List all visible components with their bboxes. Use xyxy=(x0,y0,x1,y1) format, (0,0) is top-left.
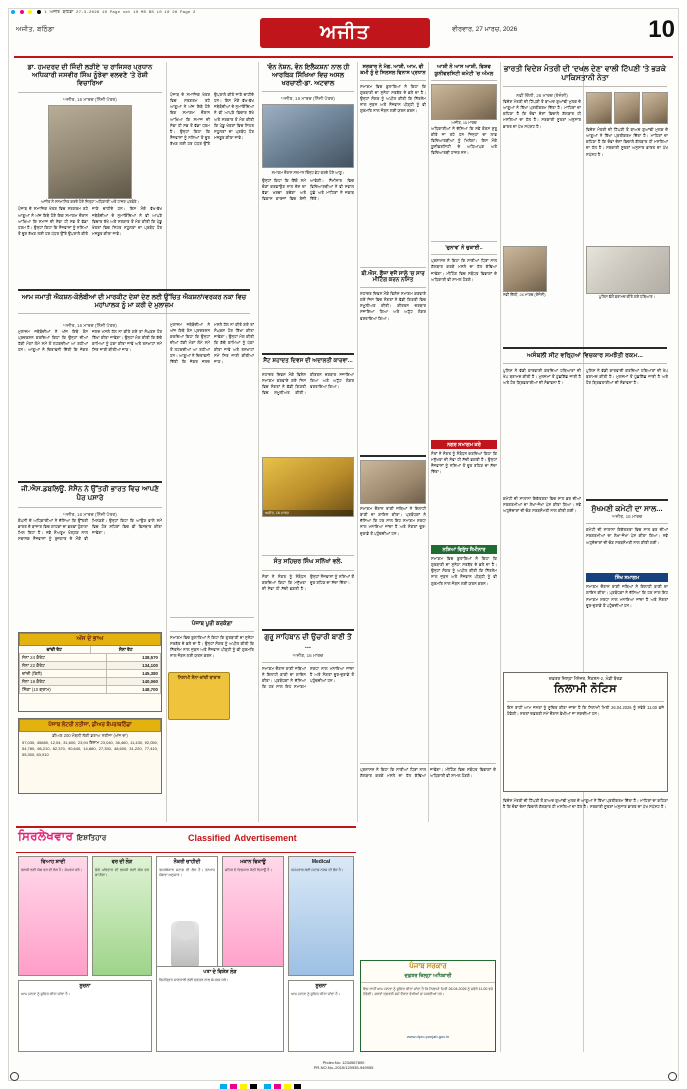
classified-word: Classified xyxy=(188,833,231,843)
article-body: ਕਮੇਟੀ ਦੀ ਸਾਲਾਨਾ ਇਕੱਤਰਤਾ ਵਿਚ ਸਾਲ ਭਰ ਦੀਆਂ ਸਰਗਰਮੀਆਂ ਦਾ ਲੇਖਾ-ਜੋਖਾ ਪੇਸ਼ ਕੀਤਾ ਗਿਆ। ਨਵੇਂ ਅਹੁਦੇਦਾਰਾਂ ਦੀ ਚੋਣ ਸਰਬਸੰਮਤੀ ਨਾਲ ਕੀਤੀ ਗਈ। xyxy=(503,496,581,514)
article-headline: 'ਵੰਨ ਨੇਸ਼ਨ, ਵੰਨ ਇਲੈਕਸ਼ਨ' ਨਾਲ ਹੀ ਆਰਥਿਕ ਸਿੱਖਿਆ ਵਿਚ ਅਸਲ ਖਰਚਾਈ-ਡਾ. ਅਟਵਾਲ xyxy=(266,64,350,87)
issue-date: ਵੀਰਵਾਰ, 27 ਮਾਰਚ, 2026 xyxy=(452,26,518,33)
table-row xyxy=(20,662,161,670)
article-body: ਸਮਾਗਮ ਦੌਰਾਨ ਰਾਗੀ ਜਥਿਆਂ ਨੇ ਇਲਾਹੀ ਬਾਣੀ ਦਾ ਗਾਇਨ ਕੀਤਾ। ਪ੍ਰਬੰਧਕਾਂ ਨੇ ਦੱਸਿਆ ਕਿ ਹਰ ਸਾਲ ਇਹ ਸਮਾਗਮ ਸ਼ਰਧਾ ਨਾਲ ਮਨਾਇਆ ਜਾਂਦਾ ਹੈ ਅਤੇ ਸੰਗਤਾਂ ਦੂਰ-ਦੁਰਾਡੇ ਤੋਂ ਪਹੁੰਚਦੀਆਂ ਹਨ। xyxy=(360,506,426,536)
article-body: ਵਿਦੇਸ਼ ਮੰਤਰੀ ਦੀ ਟਿੱਪਣੀ ਤੋਂ ਬਾਅਦ ਗੁਆਂਢੀ ਮੁਲਕ ਦੇ ਆਗੂਆਂ ਨੇ ਤਿੱਖਾ ਪ੍ਰਤੀਕਰਮ ਦਿੱਤਾ ਹੈ। ਮਾਹਿਰਾਂ ਦਾ ਕਹਿਣਾ ਹੈ ਕਿ ਦੋਵਾਂ ਦੇਸ਼ਾਂ ਵਿਚਾਲੇ ਗੱਲਬਾਤ ਹੀ ਮਸਲਿਆਂ ਦਾ ਹੱਲ ਹੈ। ਸਰਕਾਰੀ ਸੂਤਰਾਂ ਅਨੁਸਾਰ ਭਾਰਤ ਦਾ ਪੱਖ ਸਪੱਸ਼ਟ ਹੈ। xyxy=(503,798,668,810)
article-body: ਪੁਲਿਸ ਨੇ ਵੱਡੀ ਕਾਰਵਾਈ ਕਰਦਿਆਂ ਹਥਿਆਰਾਂ ਦੀ ਖੇਪ ਬਰਾਮਦ ਕੀਤੀ ਹੈ। ਮੁਲਜ਼ਮਾਂ ਤੋਂ ਪੁੱਛਗਿੱਛ ਜਾਰੀ ਹੈ ਅਤੇ ਹੋਰ ਗ੍ਰਿਫ਼ਤਾਰੀਆਂ ਦੀ ਸੰਭਾਵਨਾ ਹੈ। xyxy=(503,368,581,386)
ad-title: ਮਕਾਨ ਵਿਕਾਊ xyxy=(240,859,266,865)
printbar-text: 1 ਅਜੀਤ ਬਠਿੰਡਾ 27-3-2026 10 Page set 10 MS BS L0 10 26 Page 2 xyxy=(44,11,196,16)
divider xyxy=(18,481,162,483)
weapons-photo xyxy=(586,246,670,294)
classified-ad-tile[interactable] xyxy=(18,980,152,1052)
classified-ad-tile[interactable] xyxy=(156,856,218,976)
rate-label: ਸੋਨਾ 24 ਕੈਰੇਟ xyxy=(20,654,107,662)
ad-text: ਹਸਪਤਾਲ ਲਈ ਸਟਾਫ਼ ਨਰਸ ਦੀ ਲੋੜ ਹੈ। xyxy=(291,868,344,872)
article-byline: ਅਜੀਤ, 16 ਮਾਰਚ (ਨਿੱਜੀ ਪੱਤਰ) xyxy=(63,323,117,328)
article-byline: ਅਜੀਤ, 16 ਮਾਰਚ (ਨਿੱਜੀ ਪੱਤਰ) xyxy=(63,96,117,102)
divider xyxy=(262,91,354,92)
rates-left-head: ਚਾਂਦੀ ਰੇਟ xyxy=(19,646,91,653)
ad-title: ਵਿਆਹ ਸ਼ਾਦੀ xyxy=(40,859,66,865)
divider xyxy=(262,662,354,663)
rate-label: ਸੋਨਾ 18 ਕੈਰੇਟ xyxy=(20,678,107,686)
divider xyxy=(262,368,354,369)
article-byline: ਅਜੀਤ, 16 ਮਾਰਚ (ਨਿੱਜੀ ਪੱਤਰ) xyxy=(281,96,335,101)
notice-title: ਨਿਲਾਮੀ ਨੋਟਿਸ xyxy=(554,683,617,695)
ad-text: ਸ਼ਹਿਰ ਦੇ ਵਿਚਕਾਰ ਕੋਠੀ ਵਿਕਾਊ ਹੈ। xyxy=(225,868,272,872)
notice-body: ਇਸ ਰਾਹੀਂ ਆਮ ਜਨਤਾ ਨੂੰ ਸੂਚਿਤ ਕੀਤਾ ਜਾਂਦਾ ਹੈ ਕਿ ਨਿਲਾਮੀ ਮਿਤੀ 26.04.2026 ਨੂੰ ਸਵੇਰੇ 11.00 ਵਜੇ ਹੋਵੇਗੀ। ਸ਼ਰਤਾਂ ਦਫ਼ਤਰੀ ਸਮੇਂ ਦੌਰਾਨ ਵੇਖੀਆਂ ਜਾ ਸਕਦੀਆਂ ਹਨ। xyxy=(507,705,664,717)
rates-table xyxy=(19,653,161,694)
divider xyxy=(18,313,250,314)
classified-ad-tile[interactable] xyxy=(18,856,88,976)
page-footer xyxy=(16,1060,671,1071)
classified-logo-sub: ਇਸ਼ਤਿਹਾਰ xyxy=(76,835,107,842)
article-headline: ਆਸ਼ੀ ਨੇ ਆਸ ਆਸ਼ੀ, ਵਿਸ਼ਵ ਯੂਨੀਵਰਸਿਟੀ ਕਮੇਟੀ 'ਚ ਅੰਮਲ xyxy=(434,64,494,77)
article-body: ਕੰਪਨੀ ਦੇ ਅਧਿਕਾਰੀਆਂ ਨੇ ਦੱਸਿਆ ਕਿ ਉੱਤਰੀ ਭਾਰਤ ਦੇ ਬਾਜ਼ਾਰ ਵਿਚ ਗਾਹਕਾਂ ਦਾ ਭਰਵਾਂ ਹੁੰਗਾਰਾ ਮਿਲ ਰਿਹਾ ਹੈ। ਨਵੇਂ ਸ਼ੋਅਰੂਮ ਖੋਲ੍ਹਣ ਨਾਲ ਸਥਾਨਕ ਨੌਜਵਾਨਾਂ ਨੂੰ ਰੁਜ਼ਗਾਰ ਦੇ ਮੌਕੇ ਵੀ ਮਿਲਣਗੇ। ਉਨ੍ਹਾਂ ਕਿਹਾ ਕਿ ਆਉਣ ਵਾਲੇ ਸਮੇਂ ਵਿਚ ਹੋਰ ਸ਼ਹਿਰਾਂ ਵਿਚ ਵੀ ਵਿਸਥਾਰ ਕੀਤਾ ਜਾਵੇਗਾ। xyxy=(18,517,162,541)
table-row xyxy=(20,686,161,694)
rates-title: ਅੱਜ ਦੇ ਭਾਅ xyxy=(19,633,161,646)
article-body: ਪੁਲਿਸ ਨੇ ਵੱਡੀ ਕਾਰਵਾਈ ਕਰਦਿਆਂ ਹਥਿਆਰਾਂ ਦੀ ਖੇਪ ਬਰਾਮਦ ਕੀਤੀ ਹੈ। ਮੁਲਜ਼ਮਾਂ ਤੋਂ ਪੁੱਛਗਿੱਛ ਜਾਰੀ ਹੈ ਅਤੇ ਹੋਰ ਗ੍ਰਿਫ਼ਤਾਰੀਆਂ ਦੀ ਸੰਭਾਵਨਾ ਹੈ। xyxy=(586,368,668,386)
ad-text: ਚੰਗੇ ਪਰਿਵਾਰ ਦੀ ਲੜਕੀ ਲਈ ਯੋਗ ਵਰ ਚਾਹੀਦਾ। xyxy=(95,868,149,877)
article-photo xyxy=(431,84,497,120)
government-advertisement xyxy=(360,960,496,1052)
sub-headline: ਪੰਜਾਬ ਪੂਰੀ ਕਰਕੇਗਾ xyxy=(191,621,233,627)
divider xyxy=(360,267,426,268)
divider xyxy=(431,80,497,81)
divider xyxy=(586,499,668,501)
divider xyxy=(18,289,250,291)
section-tag: ਸਿੱਖ ਸਮਾਗਮ xyxy=(586,573,668,582)
masthead-rule xyxy=(14,56,673,58)
table-row xyxy=(20,678,161,686)
ad-text: ਲੜਕੀ ਲਈ ਯੋਗ ਵਰ ਦੀ ਲੋੜ ਹੈ। ਸੰਪਰਕ ਕਰੋ। xyxy=(21,868,83,872)
rate-value: 138,570 xyxy=(107,654,161,662)
footer-line-2: PR-NO.No.-2019/120935-949955 xyxy=(313,1065,374,1071)
article-body: ਸ਼ਹਾਦਤ ਦਿਵਸ ਮੌਕੇ ਵਿਸ਼ੇਸ਼ ਸਮਾਗਮ ਕਰਵਾਏ ਗਏ ਜਿਸ ਵਿਚ ਸੰਗਤਾਂ ਨੇ ਵੱਡੀ ਗਿਣਤੀ ਵਿਚ ਸ਼ਮੂਲੀਅਤ ਕੀਤੀ। ਕੀਰਤਨ ਦਰਬਾਰ ਸਜਾਇਆ ਗਿਆ ਅਤੇ ਅਟੁੱਟ ਲੰਗਰ ਵਰਤਾਇਆ ਗਿਆ। xyxy=(360,291,426,321)
article-headline: ਸੁੱਖਮਣੀ ਕਮੇਟੀ ਦਾ ਸਾਲ... xyxy=(591,504,663,513)
ad-illustration xyxy=(171,921,199,969)
article-photo xyxy=(360,460,426,504)
photo-caption: ਨਵੀਂ ਦਿੱਲੀ, 26 ਮਾਰਚ (ਏਜੰਸੀ) xyxy=(503,293,546,297)
divider xyxy=(262,570,354,571)
divider xyxy=(431,241,497,242)
divider xyxy=(360,455,426,457)
column-separator xyxy=(166,62,167,822)
article-body: ਅਧਿਕਾਰੀਆਂ ਨੇ ਦੱਸਿਆ ਕਿ ਨਵੇਂ ਕੋਰਸ ਸ਼ੁਰੂ ਕੀਤੇ ਜਾ ਰਹੇ ਹਨ ਜਿਨ੍ਹਾਂ ਦਾ ਲਾਭ ਵਿਦਿਆਰਥੀਆਂ ਨੂੰ ਮਿਲੇਗਾ। ਇਸ ਮੌਕੇ ਯੂਨੀਵਰਸਿਟੀ ਦੇ ਅਧਿਆਪਕ ਅਤੇ ਵਿਦਿਆਰਥੀ ਹਾਜ਼ਰ ਸਨ। xyxy=(431,125,497,156)
classified-ad-tile[interactable] xyxy=(156,966,284,1052)
classified-ad-tile[interactable] xyxy=(288,980,354,1052)
classified-ad-tile[interactable] xyxy=(222,856,284,976)
govt-ad-sub: ਦਫ਼ਤਰ ਜ਼ਿਲ੍ਹਾ ਅਧਿਕਾਰੀ xyxy=(404,973,452,979)
edition-label: ਅਜੀਤ, ਬਠਿੰਡਾ xyxy=(16,26,55,33)
article-body: ਸੰਤਾਂ ਨੇ ਸੰਗਤ ਨੂੰ ਸੰਬੋਧਨ ਕਰਦਿਆਂ ਕਿਹਾ ਕਿ ਮਨੁੱਖਤਾ ਦੀ ਸੇਵਾ ਹੀ ਸੱਚੀ ਭਗਤੀ ਹੈ। ਉਨ੍ਹਾਂ ਨੌਜਵਾਨਾਂ ਨੂੰ ਨਸ਼ਿਆਂ ਤੋਂ ਦੂਰ ਰਹਿਣ ਦਾ ਸੱਦਾ ਦਿੱਤਾ। xyxy=(431,451,497,475)
divider xyxy=(170,617,254,618)
article-body: ਉਨ੍ਹਾਂ ਕਿਹਾ ਕਿ ਇੱਕੋ ਸਮੇਂ ਚੋਣਾਂ ਕਰਵਾਉਣ ਨਾਲ ਦੇਸ਼ ਦਾ ਵੱਡਾ ਖਰਚਾ ਬਚੇਗਾ ਅਤੇ ਵਿਕਾਸ ਕਾਰਜਾਂ ਵਿਚ ਤੇਜ਼ੀ ਆਵੇਗੀ। ਸੈਮੀਨਾਰ ਵਿਚ ਵਿਦਿਆਰਥੀਆਂ ਨੇ ਵੀ ਸਵਾਲ ਪੁੱਛੇ ਅਤੇ ਮਾਹਿਰਾਂ ਨੇ ਜਵਾਬ ਦਿੱਤੇ। xyxy=(262,177,354,202)
article-headline: ਭਾਰਤੀ ਵਿਦੇਸ਼ ਮੰਤਰੀ ਦੀ 'ਦਖਲ ਦੇਣ' ਵਾਲੀ ਟਿੱਪਣੀ 'ਤੇ ਭੜਕੇ ਪਾਕਿਸਤਾਨੀ ਨੇਤਾ xyxy=(503,64,667,83)
article-photo xyxy=(262,104,354,168)
rates-right-head: ਸੋਨਾ ਰੇਟ xyxy=(118,647,133,652)
color-registration-bar xyxy=(220,1078,460,1085)
rate-value: 140,060 xyxy=(107,678,161,686)
divider xyxy=(503,347,667,349)
divider xyxy=(507,701,664,702)
divider xyxy=(170,631,254,632)
divider xyxy=(503,363,667,364)
table-row xyxy=(20,670,161,678)
sub-headline: ਸਰਕਾਰ ਨੇ ਮੰਗ, ਆਸ਼ੀ, ਆਮ, ਵੀ ਕਮੀ ਨੂੰ ਦੇ ਸਿਲਸਲ ਵਿਨਾਸ ਪ੍ਰਧਾਨ xyxy=(360,64,426,77)
ad-text: ਆਮ ਜਨਤਾ ਨੂੰ ਸੂਚਿਤ ਕੀਤਾ ਜਾਂਦਾ ਹੈ। xyxy=(291,992,341,996)
article-body: ਸਮਾਗਮ ਵਿਚ ਬੁਲਾਰਿਆਂ ਨੇ ਕਿਹਾ ਕਿ ਗੁਰਬਾਣੀ ਦਾ ਸੁਨੇਹਾ ਸਰਬੱਤ ਦੇ ਭਲੇ ਦਾ ਹੈ। ਉਨ੍ਹਾਂ ਸੰਗਤ ਨੂੰ ਅਪੀਲ ਕੀਤੀ ਕਿ ਨਿੱਤਨੇਮ ਨਾਲ ਜੁੜਨ ਅਤੇ ਨੌਜਵਾਨ ਪੀੜ੍ਹੀ ਨੂੰ ਵੀ ਗੁਰਮਤਿ ਨਾਲ ਜੋੜਨ ਲਈ ਯਤਨ ਕਰਨ। xyxy=(431,556,497,586)
column-separator xyxy=(500,62,501,1052)
section-tag: ਨਸ਼ਿਆਂ ਵਿਰੁੱਧ ਸੈਮੀਨਾਰ xyxy=(431,545,497,554)
article-photo xyxy=(503,246,547,292)
photo-caption: ਅਜੀਤ ਨੇ ਸਨਮਾਨਿਤ ਕਰਦੇ ਹੋਏ ਜ਼ਿਲ੍ਹਾ ਅਧਿਕਾਰੀ ਅਤੇ ਹਾਜ਼ਰ ਪਤਵੰਤੇ। xyxy=(41,199,139,204)
article-body: ਪ੍ਰਸ਼ਾਸਨ ਨੇ ਕਿਹਾ ਕਿ ਸਾਰੀਆਂ ਧਿਰਾਂ ਨਾਲ ਗੱਲਬਾਤ ਕਰਕੇ ਮਸਲੇ ਦਾ ਹੱਲ ਕੱਢਿਆ ਜਾਵੇਗਾ। ਮੀਟਿੰਗ ਵਿਚ ਸਬੰਧਤ ਵਿਭਾਗਾਂ ਦੇ ਅਧਿਕਾਰੀ ਵੀ ਸ਼ਾਮਲ ਹੋਣਗੇ। xyxy=(360,767,496,779)
article-photo xyxy=(642,92,668,124)
rate-value: 148,700 xyxy=(107,686,161,694)
sub-headline: ਬੀ.ਐਸ. ਫੌਜਾ ਵਜੋਂ ਸਾਲੇ 'ਚ ਸਾਰ ਮੀਟਿੰਗ ਕਰਨ ਨਮਿੱਤ xyxy=(361,270,425,284)
ad-text: ਤਜਰਬੇਕਾਰ ਸਟਾਫ਼ ਦੀ ਲੋੜ ਹੈ। ਤਨਖਾਹ ਯੋਗਤਾ ਅਨੁਸਾਰ। xyxy=(159,868,215,877)
auction-notice-box xyxy=(503,672,668,792)
divider xyxy=(360,287,426,288)
article-byline: ਅਜੀਤ, 16 ਮਾਰਚ (ਨਿੱਜੀ ਪੱਤਰ) xyxy=(63,511,117,517)
article-body: ਵਿਦੇਸ਼ ਮੰਤਰੀ ਦੀ ਟਿੱਪਣੀ ਤੋਂ ਬਾਅਦ ਗੁਆਂਢੀ ਮੁਲਕ ਦੇ ਆਗੂਆਂ ਨੇ ਤਿੱਖਾ ਪ੍ਰਤੀਕਰਮ ਦਿੱਤਾ ਹੈ। ਮਾਹਿਰਾਂ ਦਾ ਕਹਿਣਾ ਹੈ ਕਿ ਦੋਵਾਂ ਦੇਸ਼ਾਂ ਵਿਚਾਲੇ ਗੱਲਬਾਤ ਹੀ ਮਸਲਿਆਂ ਦਾ ਹੱਲ ਹੈ। ਸਰਕਾਰੀ ਸੂਤਰਾਂ ਅਨੁਸਾਰ ਭਾਰਤ ਦਾ ਪੱਖ ਸਪੱਸ਼ਟ ਹੈ। xyxy=(503,99,581,129)
gold-rate-box xyxy=(18,632,162,712)
article-body: ਸਮਾਗਮ ਵਿਚ ਬੁਲਾਰਿਆਂ ਨੇ ਕਿਹਾ ਕਿ ਗੁਰਬਾਣੀ ਦਾ ਸੁਨੇਹਾ ਸਰਬੱਤ ਦੇ ਭਲੇ ਦਾ ਹੈ। ਉਨ੍ਹਾਂ ਸੰਗਤ ਨੂੰ ਅਪੀਲ ਕੀਤੀ ਕਿ ਨਿੱਤਨੇਮ ਨਾਲ ਜੁੜਨ ਅਤੇ ਨੌਜਵਾਨ ਪੀੜ੍ਹੀ ਨੂੰ ਵੀ ਗੁਰਮਤਿ ਨਾਲ ਜੋੜਨ ਲਈ ਯਤਨ ਕਰਨ। xyxy=(360,83,426,114)
ad-title: ਸੂਚਨਾ xyxy=(79,983,91,989)
article-body: ਵਿਦੇਸ਼ ਮੰਤਰੀ ਦੀ ਟਿੱਪਣੀ ਤੋਂ ਬਾਅਦ ਗੁਆਂਢੀ ਮੁਲਕ ਦੇ ਆਗੂਆਂ ਨੇ ਤਿੱਖਾ ਪ੍ਰਤੀਕਰਮ ਦਿੱਤਾ ਹੈ। ਮਾਹਿਰਾਂ ਦਾ ਕਹਿਣਾ ਹੈ ਕਿ ਦੋਵਾਂ ਦੇਸ਼ਾਂ ਵਿਚਾਲੇ ਗੱਲਬਾਤ ਹੀ ਮਸਲਿਆਂ ਦਾ ਹੱਲ ਹੈ। ਸਰਕਾਰੀ ਸੂਤਰਾਂ ਅਨੁਸਾਰ ਭਾਰਤ ਦਾ ਪੱਖ ਸਪੱਸ਼ਟ ਹੈ। xyxy=(586,127,668,157)
divider xyxy=(18,507,162,508)
article-byline: ਅਜੀਤ, 16 ਮਾਰਚ xyxy=(611,514,643,520)
rate-label: ਸਿੱਕਾ (10 ਗ੍ਰਾਮ) xyxy=(20,686,107,694)
article-headline: ਡਾ. ਹਮਦਰਦ ਦੀ ਜਿੰਦੀ ਲੜੀਏ 'ਚ ਰਾਜਿਸਰ ਪ੍ਰਧਾਨ ਅਧਿਕਾਰੀ ਜਸਵੀਰ ਸਿੰਘ ਨੂੰਝੇਵਾ ਵਲਵਣੇ 'ਤੇ ਰੋਸ਼ੀ ਵਿਚਾਰਿਆ xyxy=(27,64,153,88)
rate-label: ਸੋਨਾ 22 ਕੈਰੇਟ xyxy=(20,662,107,670)
classified-ad-tile[interactable] xyxy=(288,856,354,976)
divider xyxy=(586,523,668,524)
article-body: ਕਮੇਟੀ ਦੀ ਸਾਲਾਨਾ ਇਕੱਤਰਤਾ ਵਿਚ ਸਾਲ ਭਰ ਦੀਆਂ ਸਰਗਰਮੀਆਂ ਦਾ ਲੇਖਾ-ਜੋਖਾ ਪੇਸ਼ ਕੀਤਾ ਗਿਆ। ਨਵੇਂ ਅਹੁਦੇਦਾਰਾਂ ਦੀ ਚੋਣ ਸਰਬਸੰਮਤੀ ਨਾਲ ਕੀਤੀ ਗਈ। xyxy=(586,527,668,545)
ad-title: Medical xyxy=(311,859,331,865)
govt-ad-heading: ਪੰਜਾਬ ਸਰਕਾਰ xyxy=(409,963,447,970)
article-body-continued: ਪੰਜਾਬ ਦੇ ਸਮਾਜਿਕ ਖੇਤਰ ਵਿਚ ਸਰਗਰਮ ਰਹੇ ਆਗੂਆਂ ਨੇ ਅੱਜ ਇਥੇ ਹੋਏ ਇਕ ਸਮਾਗਮ ਦੌਰਾਨ ਆਖਿਆ ਕਿ ਸਮਾਜ ਦੀ ਸੇਵਾ ਹੀ ਸਭ ਤੋਂ ਵੱਡਾ ਧਰਮ ਹੈ। ਉਨ੍ਹਾਂ ਕਿਹਾ ਕਿ ਨੌਜਵਾਨਾਂ ਨੂੰ ਨਸ਼ਿਆਂ ਤੋਂ ਦੂਰ ਰੱਖਣ ਲਈ ਹਰ ਪੱਧਰ ਉੱਤੇ ਉਪਰਾਲੇ ਕੀਤੇ ਜਾਣੇ ਚਾਹੀਦੇ ਹਨ। ਇਸ ਮੌਕੇ ਵੱਖ-ਵੱਖ ਜਥੇਬੰਦੀਆਂ ਦੇ ਨੁਮਾਇੰਦਿਆਂ ਨੇ ਵੀ ਆਪਣੇ ਵਿਚਾਰ ਰੱਖੇ ਅਤੇ ਸਰਕਾਰ ਤੋਂ ਮੰਗ ਕੀਤੀ ਕਿ ਪੇਂਡੂ ਖੇਤਰਾਂ ਵਿਚ ਸਿਹਤ ਸਹੂਲਤਾਂ ਦਾ ਪ੍ਰਬੰਧ ਹੋਰ ਮਜ਼ਬੂਤ ਕੀਤਾ ਜਾਵੇ। xyxy=(170,92,254,147)
table-row xyxy=(20,654,161,662)
article-photo xyxy=(262,457,354,517)
notice-office: ਦਫ਼ਤਰ ਜ਼ਿਲ੍ਹਾ ਮੈਨੇਜਰ, ਸੈਕਸ਼ਨ-2, ਮੰਡੀ ਬੋਰਡ xyxy=(548,676,623,681)
article-body: ਸਮਾਗਮ ਦੌਰਾਨ ਰਾਗੀ ਜਥਿਆਂ ਨੇ ਇਲਾਹੀ ਬਾਣੀ ਦਾ ਗਾਇਨ ਕੀਤਾ। ਪ੍ਰਬੰਧਕਾਂ ਨੇ ਦੱਸਿਆ ਕਿ ਹਰ ਸਾਲ ਇਹ ਸਮਾਗਮ ਸ਼ਰਧਾ ਨਾਲ ਮਨਾਇਆ ਜਾਂਦਾ ਹੈ ਅਤੇ ਸੰਗਤਾਂ ਦੂਰ-ਦੁਰਾਡੇ ਤੋਂ ਪਹੁੰਚਦੀਆਂ ਹਨ। xyxy=(586,584,668,608)
lottery-subtitle: ਡੀਅਰ 200 ਮੰਥਲੀ ਲੱਕੀ ਡਰਾਅ ਨਤੀਜਾ (ਅੱਜ ਦਾ) xyxy=(52,733,128,738)
divider xyxy=(361,982,495,983)
govt-ad-body: ਇਸ ਰਾਹੀਂ ਆਮ ਜਨਤਾ ਨੂੰ ਸੂਚਿਤ ਕੀਤਾ ਜਾਂਦਾ ਹੈ ਕਿ ਨਿਲਾਮੀ ਮਿਤੀ 26.04.2026 ਨੂੰ ਸਵੇਰੇ 11.00 ਵਜੇ ਹੋਵੇਗੀ। ਸ਼ਰਤਾਂ ਦਫ਼ਤਰੀ ਸਮੇਂ ਦੌਰਾਨ ਵੇਖੀਆਂ ਜਾ ਸਕਦੀਆਂ ਹਨ। xyxy=(363,987,494,996)
lottery-numbers: 57,030, 45680, 12,04, 31,600, 23,94 ਇਨਾਮ 23,040, 36,460, 11,430, 92,050, 54,780, 66,210, 82,370, 90,640, 14,880, 27,330, 48,600, 31,220, 77,410, 55,300, 63,910 xyxy=(22,740,158,757)
column-separator xyxy=(258,62,259,822)
column-separator xyxy=(428,62,429,822)
ad-title: ਪਤਾ ਦੇ ਵਿਸ਼ੇਸ਼ ਲੋੜ xyxy=(203,969,237,975)
ad-title: ਵਰ ਦੀ ਲੋੜ xyxy=(111,859,133,865)
divider xyxy=(431,254,497,255)
article-body: ਸਮਾਗਮ ਦੌਰਾਨ ਰਾਗੀ ਜਥਿਆਂ ਨੇ ਇਲਾਹੀ ਬਾਣੀ ਦਾ ਗਾਇਨ ਕੀਤਾ। ਪ੍ਰਬੰਧਕਾਂ ਨੇ ਦੱਸਿਆ ਕਿ ਹਰ ਸਾਲ ਇਹ ਸਮਾਗਮ ਸ਼ਰਧਾ ਨਾਲ ਮਨਾਇਆ ਜਾਂਦਾ ਹੈ ਅਤੇ ਸੰਗਤਾਂ ਦੂਰ-ਦੁਰਾਡੇ ਤੋਂ ਪਹੁੰਚਦੀਆਂ ਹਨ। xyxy=(262,665,354,689)
masthead-logo: ਅਜੀਤ xyxy=(260,18,430,48)
lottery-box xyxy=(18,718,162,794)
footer-line-1: Phdev.No: 1234567890 xyxy=(322,1059,365,1065)
article-body: ਸਮਾਗਮ ਵਿਚ ਬੁਲਾਰਿਆਂ ਨੇ ਕਿਹਾ ਕਿ ਗੁਰਬਾਣੀ ਦਾ ਸੁਨੇਹਾ ਸਰਬੱਤ ਦੇ ਭਲੇ ਦਾ ਹੈ। ਉਨ੍ਹਾਂ ਸੰਗਤ ਨੂੰ ਅਪੀਲ ਕੀਤੀ ਕਿ ਨਿੱਤਨੇਮ ਨਾਲ ਜੁੜਨ ਅਤੇ ਨੌਜਵਾਨ ਪੀੜ੍ਹੀ ਨੂੰ ਵੀ ਗੁਰਮਤਿ ਨਾਲ ਜੋੜਨ ਲਈ ਯਤਨ ਕਰਨ। xyxy=(170,634,254,659)
divider xyxy=(503,86,667,87)
ad-title: ਸੂਚਨਾ xyxy=(315,983,327,989)
rate-value: 134,100 xyxy=(107,662,161,670)
divider xyxy=(360,80,426,81)
photo-caption: ਅਜੀਤ, 16 ਮਾਰਚ xyxy=(263,510,353,516)
divider xyxy=(360,763,496,764)
classified-logo-text: ਸਿਰਲੇਖਵਾਰ xyxy=(18,829,74,843)
lottery-title: ਪੰਜਾਬ ਲੋਟਰੀ ਨਤੀਜਾ, ਡੀਅਰ ਬੰਪਰ/ਬਠਿੰਡਾ xyxy=(19,719,161,732)
article-byline: ਨਵੀਂ ਦਿੱਲੀ, 26 ਮਾਰਚ (ਏਜੰਸੀ) xyxy=(516,93,568,98)
article-body: ਪੰਜਾਬ ਦੇ ਸਮਾਜਿਕ ਖੇਤਰ ਵਿਚ ਸਰਗਰਮ ਰਹੇ ਆਗੂਆਂ ਨੇ ਅੱਜ ਇਥੇ ਹੋਏ ਇਕ ਸਮਾਗਮ ਦੌਰਾਨ ਆਖਿਆ ਕਿ ਸਮਾਜ ਦੀ ਸੇਵਾ ਹੀ ਸਭ ਤੋਂ ਵੱਡਾ ਧਰਮ ਹੈ। ਉਨ੍ਹਾਂ ਕਿਹਾ ਕਿ ਨੌਜਵਾਨਾਂ ਨੂੰ ਨਸ਼ਿਆਂ ਤੋਂ ਦੂਰ ਰੱਖਣ ਲਈ ਹਰ ਪੱਧਰ ਉੱਤੇ ਉਪਰਾਲੇ ਕੀਤੇ ਜਾਣੇ ਚਾਹੀਦੇ ਹਨ। ਇਸ ਮੌਕੇ ਵੱਖ-ਵੱਖ ਜਥੇਬੰਦੀਆਂ ਦੇ ਨੁਮਾਇੰਦਿਆਂ ਨੇ ਵੀ ਆਪਣੇ ਵਿਚਾਰ ਰੱਖੇ ਅਤੇ ਸਰਕਾਰ ਤੋਂ ਮੰਗ ਕੀਤੀ ਕਿ ਪੇਂਡੂ ਖੇਤਰਾਂ ਵਿਚ ਸਿਹਤ ਸਹੂਲਤਾਂ ਦਾ ਪ੍ਰਬੰਧ ਹੋਰ ਮਜ਼ਬੂਤ ਕੀਤਾ ਜਾਵੇ। xyxy=(18,206,162,236)
article-headline: ਸੰਤ ਸਹਿਚਰ ਸਿੰਘ ਸਨਿੱਖਾਂ ਵਲੇ. xyxy=(273,559,343,565)
article-photo xyxy=(586,92,612,124)
govt-ad-website: www.dpro.punjab.gov.in xyxy=(406,1034,450,1039)
classified-logo xyxy=(18,829,106,844)
divider xyxy=(18,92,162,93)
crop-mark xyxy=(668,1072,677,1081)
article-headline: ਅਸੰਬਲੀ ਸੀਟ ਵਰ੍ਹਿਆਂ ਵਿਚਕਾਰ ਸਮਝੌਤੀ ਰਕਮ... xyxy=(527,352,643,359)
article-headline: ਆਮ ਜਮਾਤੀ ਐਕਸ਼ਨ-ਕੋਲੰਬੀਆਂ ਦੀ ਮਾਰਕੀਟ ਦੇਸ਼ਾਂ ਦੇਣ ਲਈ ਉੱਚਿਤ ਐਕਸ਼ਨਾਂ/ਵਰਕਰ ਨਕਾ ਵਿਚ ਮਹਾਂਪਾਲਕ ਨੂੰ ਮਾ ਕਰੀ ਦੇ ਮੁਲਾਜ਼ਮ xyxy=(21,294,247,309)
classified-ad-tile[interactable] xyxy=(92,856,152,976)
classified-word-small: Advertisement xyxy=(234,833,297,843)
section-tag: ਨਗਰ ਸਮਾਗਮ ਕਰੇ xyxy=(431,440,497,449)
article-body: ਪ੍ਰਸ਼ਾਸਨ ਨੇ ਕਿਹਾ ਕਿ ਸਾਰੀਆਂ ਧਿਰਾਂ ਨਾਲ ਗੱਲਬਾਤ ਕਰਕੇ ਮਸਲੇ ਦਾ ਹੱਲ ਕੱਢਿਆ ਜਾਵੇਗਾ। ਮੀਟਿੰਗ ਵਿਚ ਸਬੰਧਤ ਵਿਭਾਗਾਂ ਦੇ ਅਧਿਕਾਰੀ ਵੀ ਸ਼ਾਮਲ ਹੋਣਗੇ। xyxy=(431,258,497,282)
rate-value: 145,380 xyxy=(107,670,161,678)
photo-caption: ਪੁਲਿਸ ਵੱਲੋਂ ਬਰਾਮਦ ਕੀਤੇ ਗਏ ਹਥਿਆਰ। xyxy=(598,295,656,299)
article-headline: ਗੁਰੂ ਸਾਹਿਬਾਨ ਦੀ ਉਚਾਰੀ ਬਾਣੀ ਤੋਂ ... xyxy=(264,634,352,650)
sub-headline: 'ਚੁਨਾਵ' ਨੇ ਚੁਕਾਈ.. xyxy=(445,244,483,251)
article-byline: ਅਜੀਤ, 16 ਮਾਰਚ xyxy=(292,652,324,658)
column-separator xyxy=(357,62,358,822)
article-body: ਸ਼ਹਾਦਤ ਦਿਵਸ ਮੌਕੇ ਵਿਸ਼ੇਸ਼ ਸਮਾਗਮ ਕਰਵਾਏ ਗਏ ਜਿਸ ਵਿਚ ਸੰਗਤਾਂ ਨੇ ਵੱਡੀ ਗਿਣਤੀ ਵਿਚ ਸ਼ਮੂਲੀਅਤ ਕੀਤੀ। ਕੀਰਤਨ ਦਰਬਾਰ ਸਜਾਇਆ ਗਿਆ ਅਤੇ ਅਟੁੱਟ ਲੰਗਰ ਵਰਤਾਇਆ ਗਿਆ। xyxy=(262,371,354,396)
divider xyxy=(262,555,354,556)
classified-title xyxy=(188,829,297,844)
article-photo xyxy=(48,105,132,199)
ad-title: ਨੌਕਰੀ ਚਾਹੀਦੀ xyxy=(173,859,201,865)
article-body: ਮੁਲਾਜ਼ਮ ਜਥੇਬੰਦੀਆਂ ਨੇ ਅੱਜ ਇਥੇ ਰੋਸ ਪ੍ਰਦਰਸ਼ਨ ਕਰਦਿਆਂ ਕਿਹਾ ਕਿ ਉਨ੍ਹਾਂ ਦੀਆਂ ਹੱਕੀ ਮੰਗਾਂ ਲੰਮੇ ਸਮੇਂ ਤੋਂ ਲਟਕਦੀਆਂ ਆ ਰਹੀਆਂ ਹਨ। ਆਗੂਆਂ ਨੇ ਚਿਤਾਵਨੀ ਦਿੱਤੀ ਕਿ ਜੇਕਰ ਜਲਦ ਮਸਲੇ ਹੱਲ ਨਾ ਕੀਤੇ ਗਏ ਤਾਂ ਸੰਘਰਸ਼ ਹੋਰ ਤਿੱਖਾ ਕੀਤਾ ਜਾਵੇਗਾ। ਉਨ੍ਹਾਂ ਮੰਗ ਕੀਤੀ ਕਿ ਕੱਚੇ ਕਾਮਿਆਂ ਨੂੰ ਪੱਕਾ ਕੀਤਾ ਜਾਵੇ ਅਤੇ ਤਨਖਾਹਾਂ ਸਮੇਂ ਸਿਰ ਜਾਰੀ ਕੀਤੀਆਂ ਜਾਣ। xyxy=(18,329,162,353)
divider xyxy=(262,353,354,355)
gold-promo-chip: ਨਿਲਾਮੀ ਸੋਨਾ-ਚਾਂਦੀ ਬਾਜ਼ਾਰ xyxy=(168,672,230,720)
ad-text: ਵਿਸਤ੍ਰਿਤ ਜਾਣਕਾਰੀ ਲਈ ਦਫ਼ਤਰ ਨਾਲ ਸੰਪਰਕ ਕਰੋ। xyxy=(159,978,229,982)
article-body-continued: ਮੁਲਾਜ਼ਮ ਜਥੇਬੰਦੀਆਂ ਨੇ ਅੱਜ ਇਥੇ ਰੋਸ ਪ੍ਰਦਰਸ਼ਨ ਕਰਦਿਆਂ ਕਿਹਾ ਕਿ ਉਨ੍ਹਾਂ ਦੀਆਂ ਹੱਕੀ ਮੰਗਾਂ ਲੰਮੇ ਸਮੇਂ ਤੋਂ ਲਟਕਦੀਆਂ ਆ ਰਹੀਆਂ ਹਨ। ਆਗੂਆਂ ਨੇ ਚਿਤਾਵਨੀ ਦਿੱਤੀ ਕਿ ਜੇਕਰ ਜਲਦ ਮਸਲੇ ਹੱਲ ਨਾ ਕੀਤੇ ਗਏ ਤਾਂ ਸੰਘਰਸ਼ ਹੋਰ ਤਿੱਖਾ ਕੀਤਾ ਜਾਵੇਗਾ। ਉਨ੍ਹਾਂ ਮੰਗ ਕੀਤੀ ਕਿ ਕੱਚੇ ਕਾਮਿਆਂ ਨੂੰ ਪੱਕਾ ਕੀਤਾ ਜਾਵੇ ਅਤੇ ਤਨਖਾਹਾਂ ਸਮੇਂ ਸਿਰ ਜਾਰੀ ਕੀਤੀਆਂ ਜਾਣ। xyxy=(170,322,254,364)
photo-caption: ਅਜੀਤ, 16 ਮਾਰਚ xyxy=(451,121,477,125)
ad-text: ਆਮ ਜਨਤਾ ਨੂੰ ਸੂਚਿਤ ਕੀਤਾ ਜਾਂਦਾ ਹੈ। xyxy=(21,992,71,996)
article-headline: ਸੈਂਟ ਸ਼ਹਾਦਤ ਦਿਵਸ ਦੀ ਅਦਾਲਤੀ ਕਾਰਵਾ... xyxy=(263,358,353,364)
page-number: 10 xyxy=(648,16,675,43)
article-body: ਸੰਤਾਂ ਨੇ ਸੰਗਤ ਨੂੰ ਸੰਬੋਧਨ ਕਰਦਿਆਂ ਕਿਹਾ ਕਿ ਮਨੁੱਖਤਾ ਦੀ ਸੇਵਾ ਹੀ ਸੱਚੀ ਭਗਤੀ ਹੈ। ਉਨ੍ਹਾਂ ਨੌਜਵਾਨਾਂ ਨੂੰ ਨਸ਼ਿਆਂ ਤੋਂ ਦੂਰ ਰਹਿਣ ਦਾ ਸੱਦਾ ਦਿੱਤਾ। xyxy=(262,573,354,591)
divider xyxy=(262,629,354,631)
rate-label: ਚਾਂਦੀ (ਕਿਲੋ) xyxy=(20,670,107,678)
crop-mark xyxy=(10,1072,19,1081)
photo-caption: ਸਮਾਗਮ ਦੌਰਾਨ ਸਨਮਾਨ ਚਿੰਨ੍ਹ ਭੇਟ ਕਰਦੇ ਹੋਏ ਆਗੂ। xyxy=(271,171,345,175)
article-photo xyxy=(614,92,640,124)
article-headline: ਜੀ.ਐਸ.ਡਬਲਿਊ. ਸੋਸੈਨ ਨੇ ਉੱਤਰੀ ਭਾਰਤ ਵਿਚ ਆਪਣੇ ਪੈਰ ਪਸਾਰੇ xyxy=(21,486,159,502)
